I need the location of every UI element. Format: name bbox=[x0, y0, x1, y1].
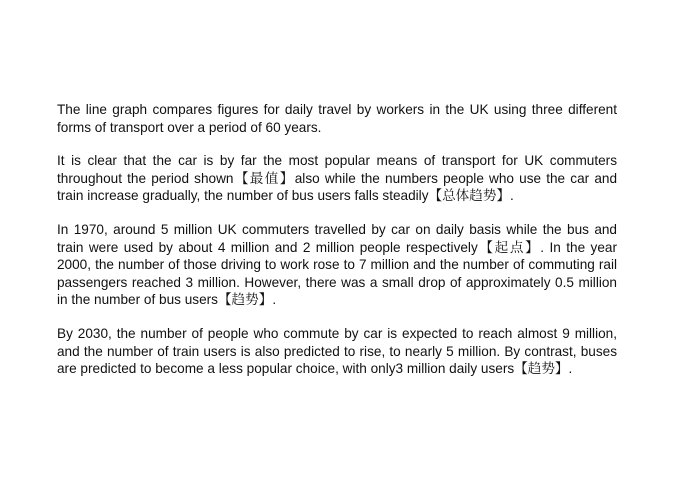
paragraph-intro: The line graph compares figures for daily travel by workers in the UK using three different forms of transport over a period of 60 years. bbox=[57, 102, 617, 135]
paragraph-details-1970-2000: In 1970, around 5 million UK commuters travelled by car on daily basis while the bus and train were used by about 4 million and 2 million people respectively【起点】. In the year 2000, the number of those driving to work rose to 7 million and the number of commuting rail passengers reached 3 million. However, there was a small drop of approximately 0.5 million in the number of bus users【趋势】. bbox=[57, 221, 617, 308]
essay-body bbox=[57, 101, 617, 378]
paragraph-overview: It is clear that the car is by far the most popular means of transport for UK commuters throughout the period shown【最值】also while the numbers people who use the car and train increase gradually, the number of bus users falls steadily【总体趋势】. bbox=[57, 153, 617, 204]
paragraph-details-2030: By 2030, the number of people who commute by car is expected to reach almost 9 million, and the number of train users is also predicted to rise, to nearly 5 million. By contrast, buses are predicted to become a less popular choice, with only3 million daily users【趋势】. bbox=[57, 325, 617, 377]
